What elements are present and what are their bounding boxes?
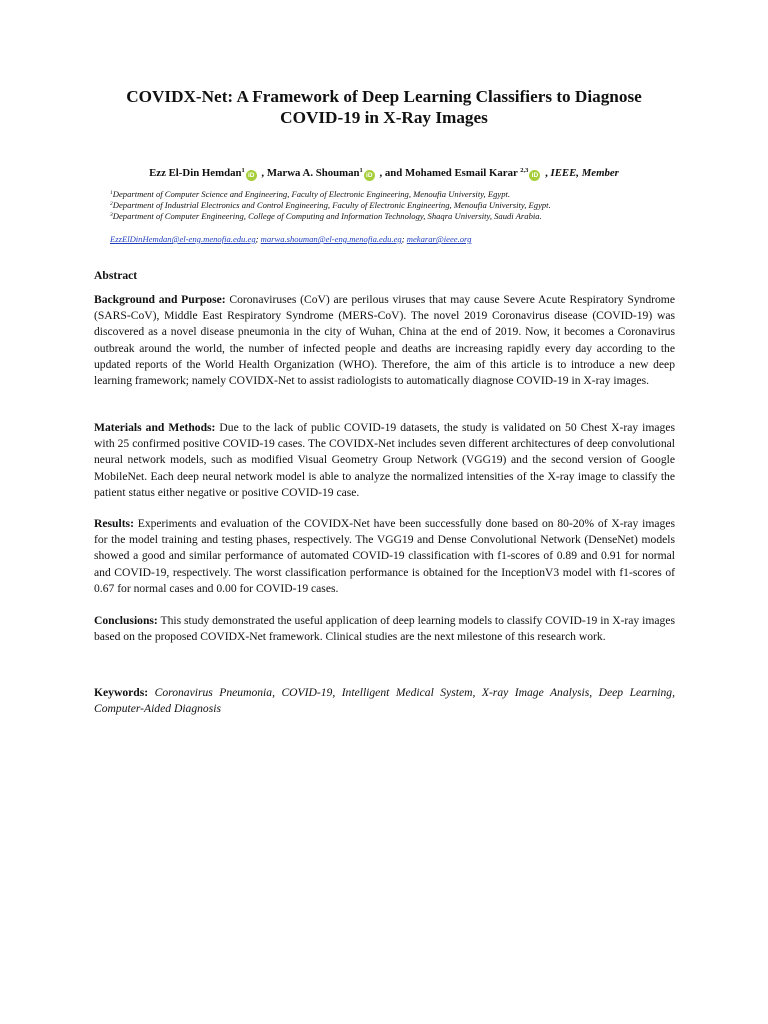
- orcid-icon[interactable]: iD: [529, 170, 540, 181]
- background-paragraph: [94, 292, 675, 389]
- email-link[interactable]: marwa.shouman@el-eng.menofia.edu.eg: [260, 234, 402, 244]
- email-list: [110, 234, 471, 245]
- affiliation-text: Department of Computer Engineering, College of Computing and Information Technology, Shaqra University, Saudi Arabia.: [112, 211, 542, 222]
- section-text: Coronaviruses (CoV) are perilous viruses that may cause Severe Acute Respiratory Syndrome (SARS-CoV), Middle East Respiratory Syndrome (MERS-CoV). The novel 2019 Coronavirus disease (COVID-19) was discovered as a novel disease pneumonia in the city of Wuhan, China at the end of 2019. Now, it becomes a Coronavirus outbreak around the world, the number of infected people and deaths are increasing rapidly every day according to the updated reports of the World Health Organization (WHO). Therefore, the aim of this article is to introduce a new deep learning framework; namely COVIDX-Net to assist radiologists to automatically diagnose COVID-19 in X-ray images.: [94, 293, 675, 388]
- orcid-icon[interactable]: iD: [246, 170, 257, 181]
- abstract-heading: Abstract: [94, 269, 138, 282]
- email-separator: ;: [255, 234, 261, 244]
- affiliation: [110, 199, 700, 210]
- author-affil-mark: 1: [241, 167, 245, 174]
- email-link[interactable]: EzzElDinHemdan@el-eng.menofia.edu.eg: [110, 234, 256, 244]
- section-label: Keywords:: [94, 686, 149, 699]
- section-text: Experiments and evaluation of the COVIDX-Net have been successfully done based on 80-20% of X-ray images for the model training and testing phases, respectively. The VGG19 and Dense Convolutional Network (DenseNet) models showed a good and similar performance of automated COVID-19 classification with f1-scores of 0.89 and 0.91 for normal and COVID-19, respectively. The worst classification performance is obtained for the InceptionV3 model with f1-scores of 0.67 for normal cases and 0.00 for COVID-19 cases.: [94, 517, 675, 595]
- section-label: Results:: [94, 517, 134, 530]
- keywords-paragraph: [94, 685, 675, 717]
- methods-paragraph: [94, 420, 675, 501]
- author-name: Mohamed Esmail Karar: [405, 167, 521, 179]
- author-separator: , and: [376, 167, 405, 179]
- affiliation: [110, 210, 700, 221]
- author-separator: ,: [258, 167, 267, 179]
- section-label: Conclusions:: [94, 614, 158, 627]
- author-separator: ,: [542, 167, 551, 179]
- title-line-2: COVID-19 in X-Ray Images: [280, 108, 488, 127]
- author-affil-mark: 1: [359, 167, 363, 174]
- email-separator: ;: [401, 234, 407, 244]
- affiliation-mark: 2: [110, 201, 113, 208]
- affiliation-text: Department of Computer Science and Engineering, Faculty of Electronic Engineering, Menoufia University, Egypt.: [112, 189, 511, 199]
- conclusions-paragraph: [94, 613, 675, 645]
- title-line-1: COVIDX-Net: A Framework of Deep Learning Classifiers to Diagnose: [126, 87, 642, 106]
- affiliation-text: Department of Industrial Electronics and Control Engineering, Faculty of Electronic Engineering, Menoufia University, Egypt.: [112, 200, 551, 211]
- section-text: This study demonstrated the useful application of deep learning models to classify COVID-19 in X-ray images based on the proposed COVIDX-Net framework. Clinical studies are the next milestone of this research work.: [94, 614, 675, 644]
- author-role: IEEE, Member: [550, 167, 619, 179]
- email-link[interactable]: mekarar@ieee.org: [406, 234, 472, 244]
- section-label: Materials and Methods:: [94, 421, 216, 434]
- author-name: Marwa A. Shouman: [266, 167, 360, 179]
- paper-title: [60, 86, 708, 128]
- keywords-text: Coronavirus Pneumonia, COVID-19, Intelligent Medical System, X-ray Image Analysis, Deep Learning, Computer-Aided Diagnosis: [94, 686, 675, 716]
- author-list: [60, 163, 708, 181]
- affiliation-list: [110, 188, 700, 222]
- results-paragraph: [94, 516, 675, 597]
- author-affil-mark: 2,3: [520, 167, 529, 174]
- affiliation: [110, 188, 700, 199]
- section-text: Due to the lack of public COVID-19 datasets, the study is validated on 50 Chest X-ray images with 25 confirmed positive COVID-19 cases. The COVIDX-Net includes seven different architectures of deep convolutional neural network models, such as modified Visual Geometry Group Network (VGG19) and the second version of Google MobileNet. Each deep neural network model is able to analyze the normalized intensities of the X-ray image to classify the patient status either negative or positive COVID-19 case.: [94, 421, 675, 499]
- author-name: Ezz El-Din Hemdan: [149, 167, 242, 179]
- affiliation-mark: 1: [110, 190, 113, 196]
- section-label: Background and Purpose:: [94, 293, 226, 306]
- orcid-icon[interactable]: iD: [364, 170, 375, 181]
- affiliation-mark: 3: [110, 212, 113, 219]
